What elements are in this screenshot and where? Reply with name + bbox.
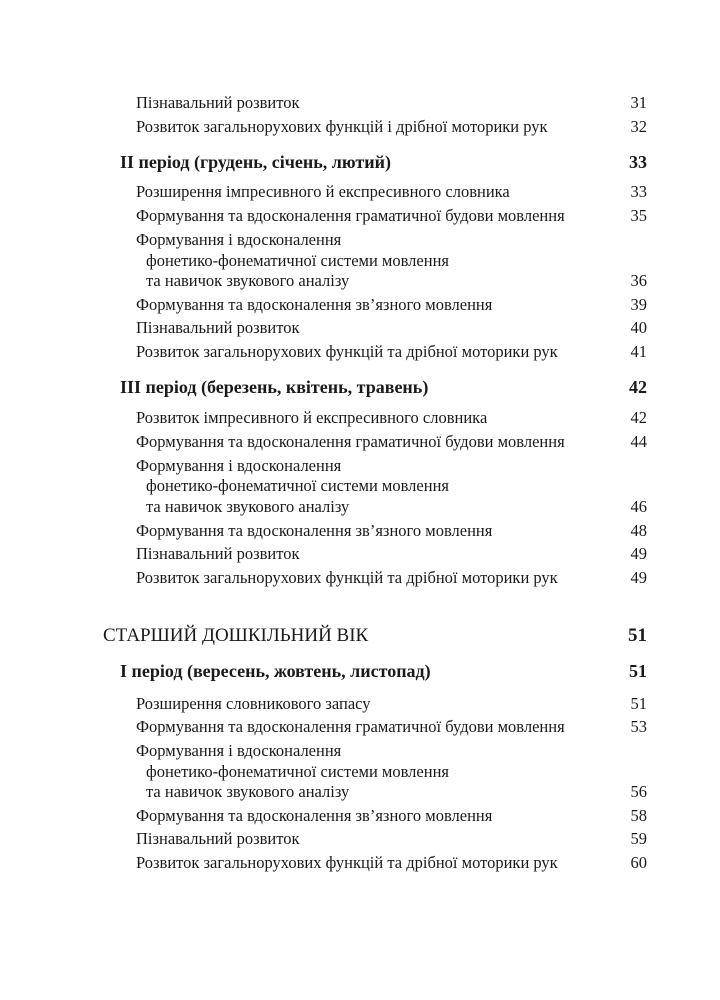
entry-page: 41 — [630, 342, 647, 361]
period-page: 33 — [629, 152, 647, 172]
entry-page: 44 — [630, 432, 647, 451]
period-title: ІІ період (грудень, січень, лютий) — [120, 152, 391, 172]
entry-title: Формування та вдосконалення зв’язного мовлення — [136, 521, 493, 540]
entry-title: Розвиток загальнорухових функцій та дрібної моторики рук — [136, 342, 558, 361]
entry-title: Розвиток загальнорухових функцій та дрібної моторики рук — [136, 853, 558, 872]
entry-title-line: та навичок звукового аналізу — [146, 782, 350, 801]
entry-page: 39 — [630, 295, 647, 314]
entry-page: 32 — [630, 117, 647, 136]
entry-title-line: Формування і вдосконалення — [136, 741, 342, 760]
chapter-page: 51 — [628, 625, 647, 646]
entry-title-line: фонетико-фонематичної системи мовлення — [146, 476, 449, 495]
entry-title: Формування та вдосконалення зв’язного мовлення — [136, 295, 493, 314]
period-page: 42 — [629, 377, 647, 397]
entry-title-line: фонетико-фонематичної системи мовлення — [146, 251, 449, 270]
entry-page: 59 — [630, 829, 647, 848]
entry-title: Розвиток загальнорухових функцій та дрібної моторики рук — [136, 568, 558, 587]
entry-page: 56 — [630, 782, 647, 801]
entry-title-line: Формування і вдосконалення — [136, 456, 342, 475]
entry-page: 36 — [630, 271, 647, 290]
entry-page: 40 — [630, 318, 647, 337]
entry-page: 31 — [630, 93, 647, 112]
entry-page: 33 — [630, 182, 647, 201]
entry-title-line: та навичок звукового аналізу — [146, 497, 350, 516]
entry-page: 58 — [630, 806, 647, 825]
entry-page: 53 — [630, 717, 647, 736]
entry-page: 49 — [630, 544, 647, 563]
entry-page: 49 — [630, 568, 647, 587]
chapter-title: СТАРШИЙ ДОШКІЛЬНИЙ ВІК — [103, 625, 369, 646]
entry-title: Формування та вдосконалення граматичної будови мовлення — [136, 432, 565, 451]
entry-title: Розширення імпресивного й експресивного словника — [136, 182, 510, 201]
entry-page: 51 — [630, 694, 647, 713]
entry-title: Розвиток загальнорухових функцій і дрібної моторики рук — [136, 117, 548, 136]
entry-page: 35 — [630, 206, 647, 225]
entry-title: Розвиток імпресивного й експресивного словника — [136, 408, 488, 427]
entry-page: 48 — [630, 521, 647, 540]
entry-title-line: Формування і вдосконалення — [136, 230, 342, 249]
entry-page: 46 — [630, 497, 647, 516]
entry-title: Пізнавальний розвиток — [136, 93, 300, 112]
entry-page: 60 — [630, 853, 647, 872]
entry-title: Пізнавальний розвиток — [136, 318, 300, 337]
entry-title: Формування та вдосконалення зв’язного мовлення — [136, 806, 493, 825]
period-page: 51 — [629, 661, 647, 681]
entry-title: Розширення словникового запасу — [136, 694, 371, 713]
entry-title-line: та навичок звукового аналізу — [146, 271, 350, 290]
period-title: І період (вересень, жовтень, листопад) — [120, 661, 431, 681]
entry-title: Формування та вдосконалення граматичної будови мовлення — [136, 206, 565, 225]
entry-title: Формування та вдосконалення граматичної будови мовлення — [136, 717, 565, 736]
entry-title: Пізнавальний розвиток — [136, 829, 300, 848]
entry-page: 42 — [630, 408, 647, 427]
period-title: ІІІ період (березень, квітень, травень) — [120, 377, 429, 397]
entry-title-line: фонетико-фонематичної системи мовлення — [146, 762, 449, 781]
entry-title: Пізнавальний розвиток — [136, 544, 300, 563]
